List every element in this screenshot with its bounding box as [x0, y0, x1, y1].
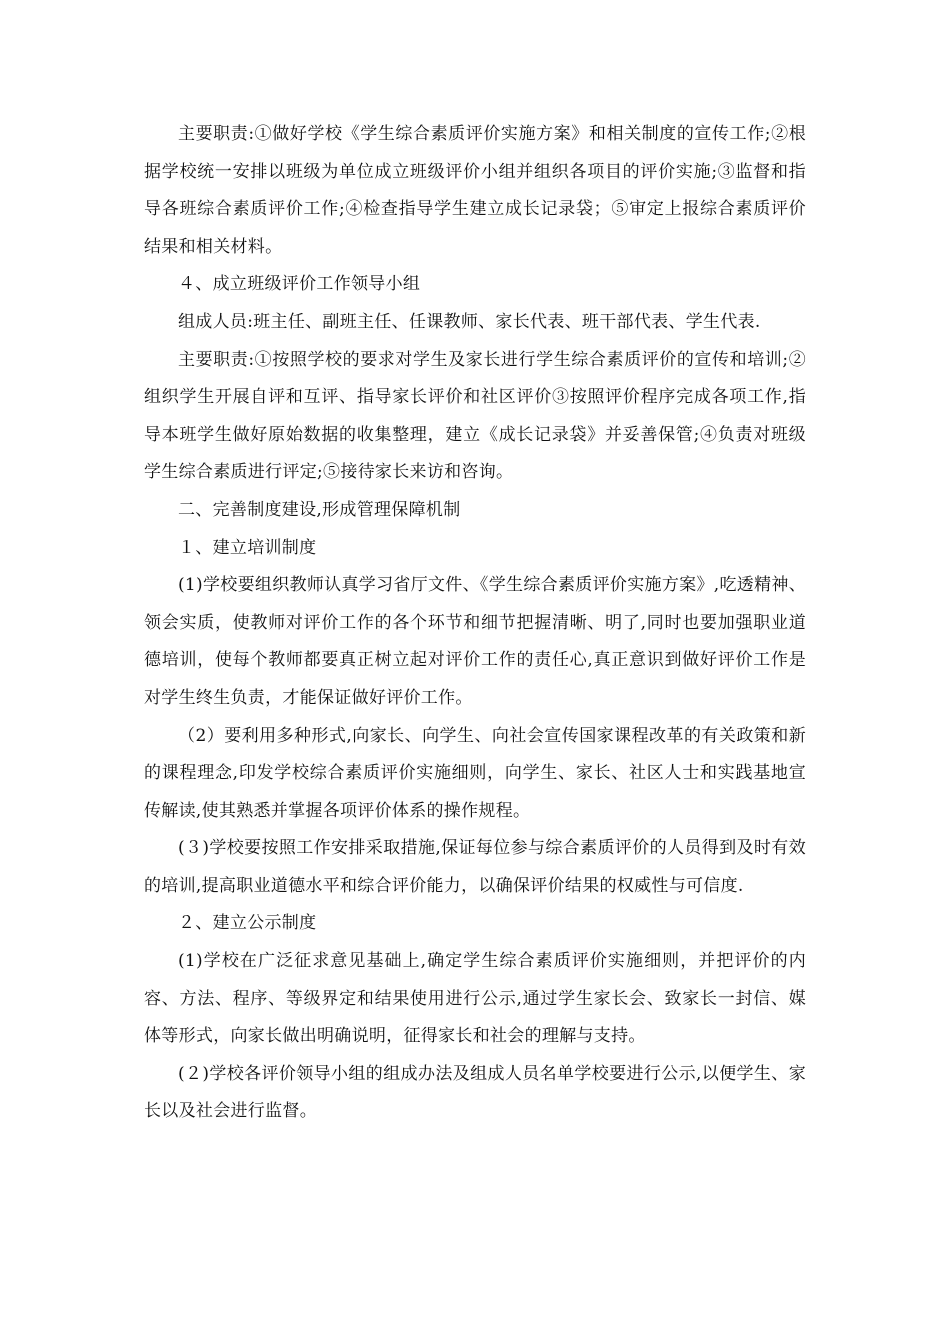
paragraph-training-1: (1)学校要组织教师认真学习省厅文件、《学生综合素质评价实施方案》,吃透精神、领会实质，使教师对评价工作的各个环节和细节把握清晰、明了,同时也要加强职业道德培训，使每个教师都要真正树立起对评价工作的责任心,真正意识到做好评价工作是对学生终生负责，才能保证做好评价工作。: [144, 575, 806, 708]
paragraph-training-2: （2）要利用多种形式,向家长、向学生、向社会宣传国家课程改革的有关政策和新的课程理念,印发学校综合素质评价实施细则，向学生、家长、社区人士和实践基地宣传解读,使其熟悉并掌握各项评价体系的操作规程。: [144, 725, 806, 821]
paragraph-training-3: (３)学校要按照工作安排采取措施,保证每位参与综合素质评价的人员得到及时有效的培训,提高职业道德水平和综合评价能力，以确保评价结果的权威性与可信度.: [144, 838, 806, 896]
heading-section-two: 二、完善制度建设,形成管理保障机制: [178, 499, 461, 520]
paragraph-publicity-2: (２)学校各评价领导小组的组成办法及组成人员名单学校要进行公示,以便学生、家长以及社会进行监督。: [144, 1063, 806, 1122]
paragraph-publicity-1: (1)学校在广泛征求意见基础上,确定学生综合素质评价实施细则，并把评价的内容、方法、程序、等级界定和结果使用进行公示,通过学生家长会、致家长一封信、媒体等形式，向家长做出明确说明，征得家长和社会的理解与支持。: [144, 951, 806, 1047]
paragraph-main-duties-class: 主要职责:①按照学校的要求对学生及家长进行学生综合素质评价的宣传和培训;②组织学生开展自评和互评、指导家长评价和社区评价③按照评价程序完成各项工作,指导本班学生做好原始数据的收集整理，建立《成长记录袋》并妥善保管;④负责对班级学生综合素质进行评定;⑤接待家长来访和咨询。: [144, 349, 806, 483]
paragraph-main-duties-school: 主要职责:①做好学校《学生综合素质评价实施方案》和相关制度的宣传工作;②根据学校统一安排以班级为单位成立班级评价小组并组织各项目的评价实施;③监督和指导各班综合素质评价工作;④检查指导学生建立成长记录袋；⑤审定上报综合素质评价结果和相关材料。: [144, 124, 806, 257]
heading-class-leadership-group: ４、成立班级评价工作领导小组: [178, 274, 421, 295]
paragraph-class-members: 组成人员:班主任、副班主任、任课教师、家长代表、班干部代表、学生代表.: [178, 311, 761, 332]
heading-publicity-system: ２、建立公示制度: [178, 913, 317, 934]
heading-training-system: １、建立培训制度: [178, 537, 317, 558]
